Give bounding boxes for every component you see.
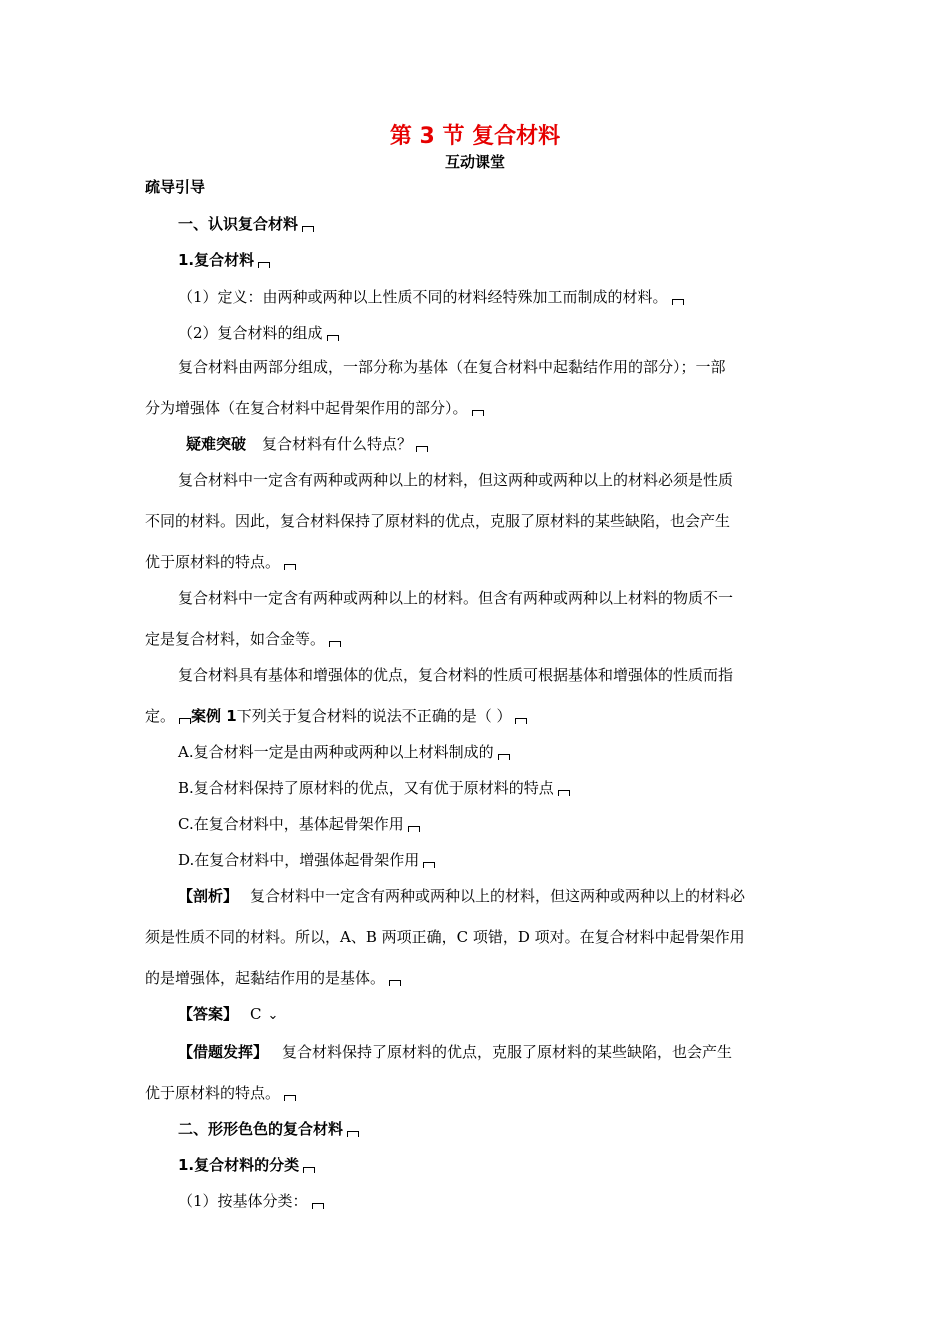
section2-item1	[178, 1191, 324, 1211]
paragraph-mark-icon	[672, 299, 684, 305]
paragraph-mark-icon	[302, 226, 314, 232]
extend-label: 【借题发挥】	[178, 1043, 269, 1061]
option-b-text: B.复合材料保持了原材料的优点，又有优于原材料的特点	[178, 779, 554, 797]
answer-mark-icon: ⌄	[267, 1008, 279, 1023]
extend-text-2: 优于原材料的特点。	[145, 1084, 281, 1102]
answer-line	[178, 1004, 278, 1026]
section1-sub1	[178, 250, 270, 270]
paragraph-mark-icon	[389, 980, 401, 986]
section1-heading	[178, 214, 314, 234]
paragraph-mark-icon	[472, 410, 484, 416]
difficulty-label: 疑难突破	[186, 435, 247, 453]
extend-line2	[145, 1083, 296, 1103]
page-title: 第 3 节 复合材料	[389, 124, 561, 149]
section2-heading	[178, 1119, 359, 1139]
extend-line1	[178, 1042, 732, 1062]
option-c-text: C.在复合材料中，基体起骨架作用	[178, 815, 404, 833]
para2-line3	[145, 552, 296, 572]
composition-line	[178, 323, 339, 343]
option-d	[178, 850, 435, 870]
paragraph-mark-icon	[416, 446, 428, 452]
para2-line3-text: 优于原材料的特点。	[145, 553, 281, 571]
paragraph-mark-icon	[423, 862, 435, 868]
paragraph-mark-icon	[303, 1167, 315, 1173]
extend-text-1: 复合材料保持了原材料的优点，克服了原材料的某些缺陷，也会产生	[282, 1043, 733, 1061]
definition-line	[178, 287, 684, 307]
option-c	[178, 814, 420, 834]
para3-line1: 复合材料中一定含有两种或两种以上的材料。但含有两种或两种以上材料的物质不一	[178, 589, 734, 607]
paragraph-mark-icon	[347, 1131, 359, 1137]
paragraph-mark-icon	[284, 564, 296, 570]
analysis-line1	[178, 886, 745, 906]
paragraph-mark-icon	[498, 754, 510, 760]
difficulty-line	[186, 434, 428, 454]
paragraph-mark-icon	[179, 718, 191, 724]
section1-sub1-text: 1.复合材料	[178, 251, 255, 269]
case-label: 案例 1	[191, 707, 237, 725]
para2-line1: 复合材料中一定含有两种或两种以上的材料，但这两种或两种以上的材料必须是性质	[178, 471, 734, 489]
para3-line2	[145, 629, 341, 649]
answer-label: 【答案】	[178, 1005, 239, 1023]
para1-line2-text: 分为增强体（在复合材料中起骨架作用的部分）。	[145, 399, 468, 417]
guide-heading: 疏导引导	[145, 178, 206, 196]
paragraph-mark-icon	[408, 826, 420, 832]
para3-line2-text: 定是复合材料，如合金等。	[145, 630, 326, 648]
analysis-line2: 须是性质不同的材料。所以，A、B 两项正确，C 项错，D 项对。在复合材料中起骨架作用	[145, 928, 745, 946]
section2-sub1	[178, 1155, 315, 1175]
paragraph-mark-icon	[284, 1095, 296, 1101]
para2-line2: 不同的材料。因此，复合材料保持了原材料的优点，克服了原材料的某些缺陷，也会产生	[145, 512, 731, 530]
para4-line2	[145, 706, 527, 726]
para1-line2	[145, 398, 484, 418]
paragraph-mark-icon	[327, 335, 339, 341]
option-a	[178, 742, 510, 762]
section1-heading-text: 一、认识复合材料	[178, 215, 299, 233]
section2-item1-text: （1）按基体分类：	[178, 1192, 308, 1210]
case-text: 下列关于复合材料的说法不正确的是（ ）	[236, 707, 512, 725]
definition-text: （1）定义：由两种或两种以上性质不同的材料经特殊加工而制成的材料。	[178, 288, 668, 306]
analysis-text-1: 复合材料中一定含有两种或两种以上的材料，但这两种或两种以上的材料必	[250, 887, 746, 905]
option-b	[178, 778, 570, 798]
answer-value: C	[250, 1005, 262, 1023]
composition-text: （2）复合材料的组成	[178, 324, 323, 342]
paragraph-mark-icon	[329, 641, 341, 647]
paragraph-mark-icon	[558, 790, 570, 796]
option-a-text: A.复合材料一定是由两种或两种以上材料制成的	[178, 743, 494, 761]
paragraph-mark-icon	[312, 1203, 324, 1209]
section2-sub1-text: 1.复合材料的分类	[178, 1156, 300, 1174]
para1-line1: 复合材料由两部分组成，一部分称为基体（在复合材料中起黏结作用的部分）；一部	[178, 358, 726, 376]
analysis-text-3: 的是增强体，起黏结作用的是基体。	[145, 969, 386, 987]
page-subtitle: 互动课堂	[444, 153, 505, 171]
paragraph-mark-icon	[258, 262, 270, 268]
difficulty-question: 复合材料有什么特点？	[262, 435, 413, 453]
analysis-line3	[145, 968, 401, 988]
option-d-text: D.在复合材料中，增强体起骨架作用	[178, 851, 420, 869]
para4-line1: 复合材料具有基体和增强体的优点，复合材料的性质可根据基体和增强体的性质而指	[178, 666, 734, 684]
analysis-label: 【剖析】	[178, 887, 239, 905]
section2-heading-text: 二、形形色色的复合材料	[178, 1120, 344, 1138]
para4-line2-text: 定。	[145, 707, 176, 725]
paragraph-mark-icon	[515, 718, 527, 724]
